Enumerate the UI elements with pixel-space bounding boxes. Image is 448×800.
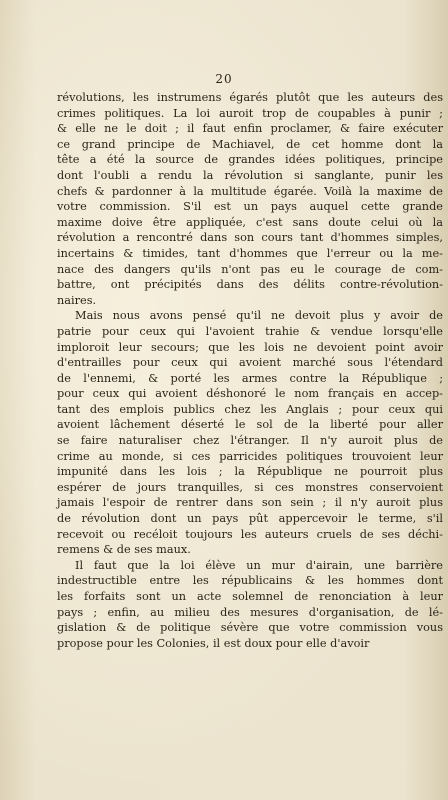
- text-line: les forfaits sont un acte solemnel de renonciation à leur: [57, 590, 443, 603]
- paragraph: [57, 308, 443, 558]
- text-line: naires.: [57, 293, 97, 307]
- text-line: nace des dangers qu'ils n'ont pas eu le courage de com-: [57, 262, 443, 276]
- page-number: 20: [215, 72, 233, 86]
- text-line: tête a été la source de grandes idées politiques, principe: [57, 153, 443, 167]
- text-line: incertains & timides, tant d'hommes que l'erreur ou la me-: [57, 246, 443, 260]
- text-line: jamais l'espoir de rentrer dans son sein ; il n'y auroit plus: [57, 496, 443, 510]
- text-line: battre, ont précipités dans des délits contre-révolution-: [57, 278, 443, 292]
- text-line: Mais nous avons pensé qu'il ne devoit plus y avoir de: [75, 309, 443, 323]
- text-line: remens & de ses maux.: [57, 543, 191, 557]
- text-line: d'entrailles pour ceux qui avoient marché sous l'étendard: [57, 356, 443, 370]
- text-line: crimes politiques. La loi auroit trop de coupables à punir ;: [57, 106, 443, 120]
- text-line: tant des emplois publics chez les Anglais ; pour ceux qui: [57, 402, 443, 416]
- text-line: gislation & de politique sévère que votre commission vous: [57, 621, 443, 635]
- text-line: patrie pour ceux qui l'avoient trahie & vendue lorsqu'elle: [57, 324, 443, 338]
- paragraph: [57, 558, 443, 652]
- text-line: Il faut que la loi élève un mur d'airain, une barrière: [75, 558, 443, 572]
- body-text: [57, 90, 443, 651]
- text-line: pour ceux qui avoient déshonoré le nom français en accep-: [57, 387, 443, 401]
- text-line: chefs & pardonner à la multitude égarée. Voilà la maxime de: [57, 184, 443, 198]
- text-line: de révolution dont un pays pût appercevoir le terme, s'il: [57, 512, 443, 526]
- text-line: révolution a rencontré dans son cours tant d'hommes simples,: [57, 231, 443, 245]
- paragraph: [57, 90, 443, 308]
- text-line: pays ; enfin, au milieu des mesures d'organisation, de lé-: [57, 605, 443, 619]
- text-line: révolutions, les instrumens égarés plutôt que les auteurs des: [57, 91, 443, 104]
- text-line: avoient lâchement déserté le sol de la liberté pour aller: [57, 418, 443, 432]
- text-line: maxime doive être appliquée, c'est sans doute celui où la: [57, 215, 443, 229]
- text-line: ce grand principe de Machiavel, de cet homme dont la: [57, 137, 443, 151]
- text-line: crime au monde, si ces parricides politiques trouvoient leur: [57, 449, 443, 463]
- text-line: impunité dans les lois ; la République ne pourroit plus: [57, 465, 443, 479]
- text-line: votre commission. S'il est un pays auquel cette grande: [57, 200, 443, 214]
- text-line: se faire naturaliser chez l'étranger. Il n'y auroit plus de: [57, 434, 443, 448]
- text-line: indestructible entre les républicains & les hommes dont: [57, 574, 443, 588]
- text-line: & elle ne le doit ; il faut enfin proclamer, & faire exécuter: [57, 122, 443, 136]
- text-line: imploroit leur secours; que les lois ne devoient point avoir: [57, 340, 443, 354]
- text-line: recevoit ou recéloit toujours les auteurs cruels de ses déchi-: [57, 527, 443, 541]
- text-line: propose pour les Colonies, il est doux pour elle d'avoir: [57, 636, 370, 650]
- text-line: espérer de jours tranquilles, si ces monstres conservoient: [57, 480, 443, 494]
- text-line: de l'ennemi, & porté les armes contre la République ;: [57, 371, 443, 385]
- text-line: dont l'oubli a rendu la révolution si sanglante, punir les: [57, 168, 443, 182]
